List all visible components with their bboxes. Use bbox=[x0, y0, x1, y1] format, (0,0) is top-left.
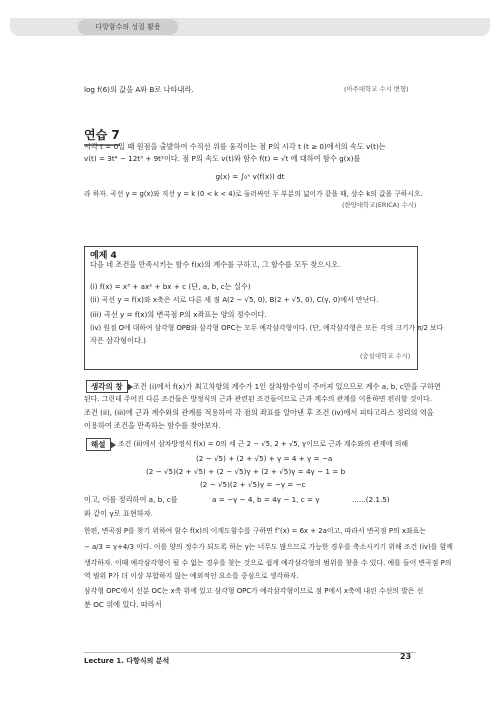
thinking-line-3: 조건 (ii), (iii)에 근과 계수와의 관계를 적용하여 각 점의 좌표를 알아낸 후 조건 (iv)에서 피타고라스 정리의 역을 bbox=[84, 408, 434, 417]
practice-heading: 연습 7 bbox=[84, 126, 120, 146]
para-line-1: 한편, 변곡점 P를 찾기 위하여 함수 f(x)의 이계도함수를 구하면 f″(x) = 6x + 2a이고, 따라서 변곡점 P의 x좌표는 bbox=[84, 527, 426, 535]
thinking-line-1: 조건 (i)에서 f(x)가 최고차항의 계수가 1인 삼차함수임이 주어져 있으므로 계수 a, b, c만을 구하면 bbox=[133, 382, 441, 391]
practice-line-2: v(t) = 3t⁴ − 12t³ + 9t²이다. 점 P의 속도 v(t)와 함수 f(t) = √t 에 대하여 함수 g(x)를 bbox=[84, 154, 361, 163]
para-line-5: 삼각형 OPC에서 선분 OC는 x축 위에 있고 삼각형 OPC가 예각삼각형이므로 점 P에서 x축에 내린 수선의 발은 선 bbox=[84, 587, 424, 595]
practice-line-1: 시각 t = 0일 때 원점을 출발하여 수직선 위를 움직이는 점 P의 시각 t (t ≥ 0)에서의 속도 v(t)는 bbox=[84, 142, 386, 151]
solution-eq-2: (2 − √5)(2 + √5) + (2 − √5)γ + (2 + √5)γ = 4γ − 1 = b bbox=[146, 467, 346, 476]
example-intro: 다음 네 조건을 만족시키는 함수 f(x)의 계수를 구하고, 그 함수를 모두 찾으시오. bbox=[90, 260, 341, 269]
para-line-4: 역 범위 P가 더 이상 부합하지 않는 예외적인 요소를 중심으로 생각하자. bbox=[84, 572, 299, 580]
solution-summary-eq: a = −γ − 4, b = 4γ − 1, c = γ bbox=[212, 495, 320, 504]
example-source: (숭실대학교 수시) bbox=[360, 352, 411, 360]
solution-intro: 조건 (ii)에서 삼차방정식 f(x) = 0의 세 근 2 − √5, 2 + √5, γ이므로 근과 계수와의 관계에 의해 bbox=[118, 440, 409, 448]
para-line-2: − a/3 = γ+4/3 이다. 이를 양의 정수가 되도록 하는 γ는 너무도 많으므로 가능한 경우를 축소시키기 위해 조건 (iv)를 함께 bbox=[84, 543, 453, 551]
equation-number: ......(2.1.5) bbox=[352, 495, 390, 504]
practice-line-3: 라 하자. 곡선 y = g(x)와 직선 y = k (0 < k < 4)로 둘러싸인 두 부분의 넓이가 같을 때, 상수 k의 값을 구하시오. bbox=[84, 190, 423, 198]
top-source: (아주대학교 수시 변형) bbox=[344, 85, 409, 93]
condition-3: (iii) 곡선 y = f(x)의 변곡점 P의 x좌표는 양의 정수이다. bbox=[90, 310, 267, 319]
footer-lecture: Lecture 1. 다항식의 분석 bbox=[84, 657, 170, 665]
solution-eq-3: (2 − √5)(2 + √5)γ = −γ = −c bbox=[200, 480, 306, 489]
condition-1: (i) f(x) = x³ + ax² + bx + c (단, a, b, c는 실수) bbox=[90, 282, 251, 291]
chapter-tab: 다항함수의 성질 활용 bbox=[78, 19, 178, 35]
para-line-6: 분 OC 위에 있다. 따라서 bbox=[84, 600, 162, 609]
example-title: 예제 4 bbox=[90, 251, 117, 261]
condition-4: (iv) 원점 O에 대하여 삼각형 OPB와 삼각형 OPC는 모두 예각삼각형이다. (단, 예각삼각형은 모든 각의 크기가 π/2 보다 bbox=[90, 324, 444, 332]
condition-2: (ii) 곡선 y = f(x)와 x축은 서로 다른 세 점 A(2 − √5, 0), B(2 + √5, 0), C(γ, 0)에서 만난다. bbox=[90, 296, 379, 304]
solution-badge: 해설 bbox=[86, 438, 111, 451]
practice-source: (한양대학교(ERICA) 수시) bbox=[342, 201, 417, 209]
para-line-3: 생각하자. 이때 예각삼각형이 될 수 없는 경우를 찾는 것으로 쉽게 예각삼각형의 범위를 찾을 수 있다. 예를 들어 변곡점 P의 bbox=[84, 559, 452, 567]
thinking-line-2: 된다. 그런데 주어진 다른 조건들은 방정식의 근과 관련된 조건들이므로 근과 계수의 관계를 이용하면 편리할 것이다. bbox=[84, 395, 432, 403]
solution-eq-1: (2 − √5) + (2 + √5) + γ = 4 + γ = −a bbox=[196, 454, 333, 463]
solution-after: 와 같이 γ로 표현하자. bbox=[84, 509, 153, 518]
solution-summary-label: 이고, 이를 정리하여 a, b, c를 bbox=[84, 495, 178, 504]
thinking-badge: 생각의 창 bbox=[86, 380, 128, 393]
practice-formula: g(x) = ∫₀ˣ v(f(x)) dt bbox=[215, 172, 285, 181]
footer-rule bbox=[84, 652, 416, 653]
top-line: log f(6)의 값을 A와 B로 나타내라. bbox=[84, 85, 194, 94]
thinking-line-4: 이용하여 조건을 만족하는 함수를 찾아보자. bbox=[84, 421, 221, 430]
page-number: 23 bbox=[400, 652, 412, 661]
condition-4-cont: 작은 삼각형이다.) bbox=[90, 336, 146, 345]
